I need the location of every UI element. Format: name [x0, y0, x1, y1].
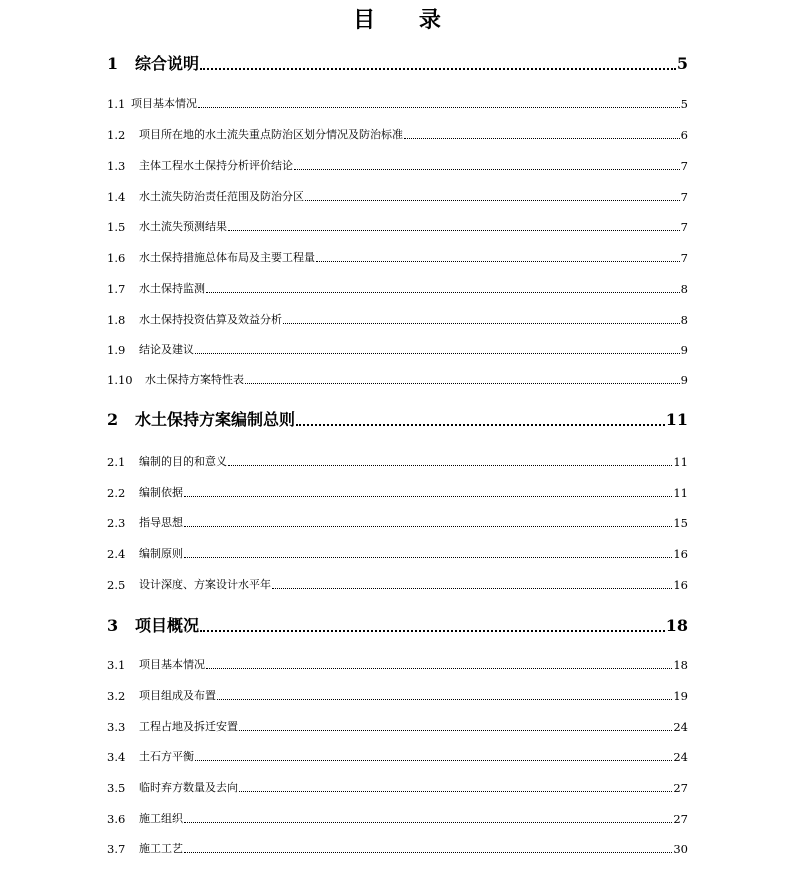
- toc-entry-page: 5: [680, 97, 688, 111]
- toc-entry-page: 18: [665, 616, 688, 635]
- toc-entry-number: 1.3: [107, 159, 126, 173]
- toc-entry-title: 编制的目的和意义: [139, 455, 227, 468]
- toc-dot-leader: [200, 67, 676, 70]
- toc-entry-title: 项目概况: [135, 616, 200, 635]
- toc-dot-leader: [316, 260, 680, 262]
- toc-entry-number: 3: [107, 616, 119, 635]
- toc-dot-leader: [198, 106, 680, 108]
- toc-entry-page: 27: [673, 812, 688, 826]
- toc-entry-page: 11: [673, 486, 688, 500]
- toc-dot-leader: [217, 698, 672, 700]
- toc-entry-page: 8: [680, 313, 688, 327]
- toc-entry-number: 2.1: [107, 455, 126, 469]
- toc-dot-leader: [272, 587, 672, 589]
- toc-section-entry[interactable]: [107, 780, 688, 796]
- toc-entry-number: 1.4: [107, 190, 126, 204]
- toc-dot-leader: [245, 382, 680, 384]
- toc-entry-page: 9: [680, 373, 688, 387]
- toc-entry-number: 2: [107, 410, 119, 429]
- toc-entry-page: 7: [680, 220, 688, 234]
- toc-entry-number: 3.6: [107, 812, 126, 826]
- toc-section-entry[interactable]: [107, 372, 688, 388]
- toc-dot-leader: [200, 629, 665, 632]
- toc-dot-leader: [283, 322, 680, 324]
- toc-entry-page: 9: [680, 343, 688, 357]
- toc-entry-number: 1.1: [107, 97, 126, 111]
- toc-entry-page: 30: [673, 842, 688, 856]
- toc-section-entry[interactable]: [107, 96, 688, 112]
- toc-entry-number: 3.2: [107, 689, 126, 703]
- toc-chapter-entry[interactable]: [107, 410, 688, 430]
- toc-dot-leader: [184, 851, 672, 853]
- toc-entry-number: 1: [107, 54, 119, 73]
- toc-section-entry[interactable]: [107, 546, 688, 562]
- toc-entry-number: 2.2: [107, 486, 126, 500]
- toc-section-entry[interactable]: [107, 811, 688, 827]
- toc-entry-number: 1.6: [107, 251, 126, 265]
- toc-entry-page: 18: [673, 658, 688, 672]
- toc-entry-title: 项目所在地的水土流失重点防治区划分情况及防治标准: [139, 128, 403, 141]
- toc-dot-leader: [195, 759, 672, 761]
- toc-entry-title: 编制依据: [139, 486, 183, 499]
- toc-dot-leader: [239, 729, 672, 731]
- toc-section-entry[interactable]: [107, 749, 688, 765]
- toc-entry-page: 24: [673, 750, 688, 764]
- toc-section-entry[interactable]: [107, 688, 688, 704]
- toc-entry-number: 3.7: [107, 842, 126, 856]
- toc-entry-number: 2.3: [107, 516, 126, 530]
- toc-entry-number: 3.5: [107, 781, 126, 795]
- toc-entry-page: 16: [673, 547, 688, 561]
- toc-entry-page: 19: [673, 689, 688, 703]
- toc-entry-page: 16: [673, 578, 688, 592]
- toc-entry-page: 6: [680, 128, 688, 142]
- toc-entry-title: 施工工艺: [139, 842, 183, 855]
- toc-entry-number: 1.10: [107, 373, 133, 387]
- toc-entry-title: 水土保持措施总体布局及主要工程量: [139, 251, 315, 264]
- toc-dot-leader: [404, 137, 680, 139]
- toc-entry-number: 3.1: [107, 658, 126, 672]
- toc-entry-page: 11: [665, 410, 688, 429]
- toc-section-entry[interactable]: [107, 515, 688, 531]
- toc-section-entry[interactable]: [107, 312, 688, 328]
- toc-title: 目 录: [353, 8, 459, 33]
- toc-section-entry[interactable]: [107, 719, 688, 735]
- toc-entry-number: 1.7: [107, 282, 126, 296]
- toc-dot-leader: [184, 556, 672, 558]
- toc-entry-title: 项目组成及布置: [139, 689, 216, 702]
- toc-dot-leader: [305, 199, 680, 201]
- toc-entry-title: 项目基本情况: [131, 97, 197, 110]
- toc-entry-title: 水土流失防治责任范围及防治分区: [139, 190, 304, 203]
- toc-entry-number: 1.9: [107, 343, 126, 357]
- toc-entry-title: 编制原则: [139, 547, 183, 560]
- toc-entry-number: 1.5: [107, 220, 126, 234]
- toc-section-entry[interactable]: [107, 189, 688, 205]
- toc-entry-page: 8: [680, 282, 688, 296]
- toc-section-entry[interactable]: [107, 841, 688, 857]
- toc-entry-number: 3.3: [107, 720, 126, 734]
- toc-chapter-entry[interactable]: [107, 616, 688, 636]
- toc-dot-leader: [184, 495, 672, 497]
- toc-section-entry[interactable]: [107, 158, 688, 174]
- toc-entry-title: 临时弃方数量及去向: [139, 781, 238, 794]
- toc-section-entry[interactable]: [107, 454, 688, 470]
- toc-dot-leader: [195, 352, 680, 354]
- toc-section-entry[interactable]: [107, 219, 688, 235]
- toc-entry-page: 24: [673, 720, 688, 734]
- toc-dot-leader: [184, 525, 672, 527]
- toc-dot-leader: [206, 291, 680, 293]
- toc-dot-leader: [206, 667, 672, 669]
- toc-entry-title: 综合说明: [135, 54, 200, 73]
- toc-section-entry[interactable]: [107, 281, 688, 297]
- toc-entry-title: 工程占地及拆迁安置: [139, 720, 238, 733]
- toc-section-entry[interactable]: [107, 127, 688, 143]
- toc-entry-page: 27: [673, 781, 688, 795]
- toc-entry-page: 15: [673, 516, 688, 530]
- toc-entry-number: 2.4: [107, 547, 126, 561]
- toc-chapter-entry[interactable]: [107, 54, 688, 74]
- toc-section-entry[interactable]: [107, 577, 688, 593]
- toc-entry-title: 施工组织: [139, 812, 183, 825]
- toc-entry-title: 水土保持方案编制总则: [135, 410, 296, 429]
- toc-dot-leader: [184, 821, 672, 823]
- toc-entry-title: 指导思想: [139, 516, 183, 529]
- toc-entry-number: 1.2: [107, 128, 126, 142]
- toc-entry-page: 11: [673, 455, 688, 469]
- toc-dot-leader: [228, 229, 680, 231]
- toc-entry-title: 水土保持方案特性表: [145, 373, 244, 386]
- toc-dot-leader: [294, 168, 680, 170]
- toc-section-entry[interactable]: [107, 342, 688, 358]
- toc-entry-page: 7: [680, 190, 688, 204]
- toc-dot-leader: [239, 790, 672, 792]
- toc-entry-title: 土石方平衡: [139, 750, 194, 763]
- toc-entry-number: 1.8: [107, 313, 126, 327]
- toc-entry-number: 3.4: [107, 750, 126, 764]
- toc-entry-title: 设计深度、方案设计水平年: [139, 578, 271, 591]
- toc-entry-title: 结论及建议: [139, 343, 194, 356]
- toc-entry-number: 2.5: [107, 578, 126, 592]
- toc-section-entry[interactable]: [107, 250, 688, 266]
- toc-entry-page: 7: [680, 251, 688, 265]
- toc-entry-title: 主体工程水土保持分析评价结论: [139, 159, 293, 172]
- toc-entry-title: 项目基本情况: [139, 658, 205, 671]
- toc-entry-page: 7: [680, 159, 688, 173]
- toc-dot-leader: [228, 464, 672, 466]
- toc-entry-title: 水土流失预测结果: [139, 220, 227, 233]
- toc-dot-leader: [296, 423, 665, 426]
- toc-section-entry[interactable]: [107, 657, 688, 673]
- toc-entry-page: 5: [676, 54, 688, 73]
- toc-entry-title: 水土保持投资估算及效益分析: [139, 313, 282, 326]
- toc-section-entry[interactable]: [107, 485, 688, 501]
- toc-entry-title: 水土保持监测: [139, 282, 205, 295]
